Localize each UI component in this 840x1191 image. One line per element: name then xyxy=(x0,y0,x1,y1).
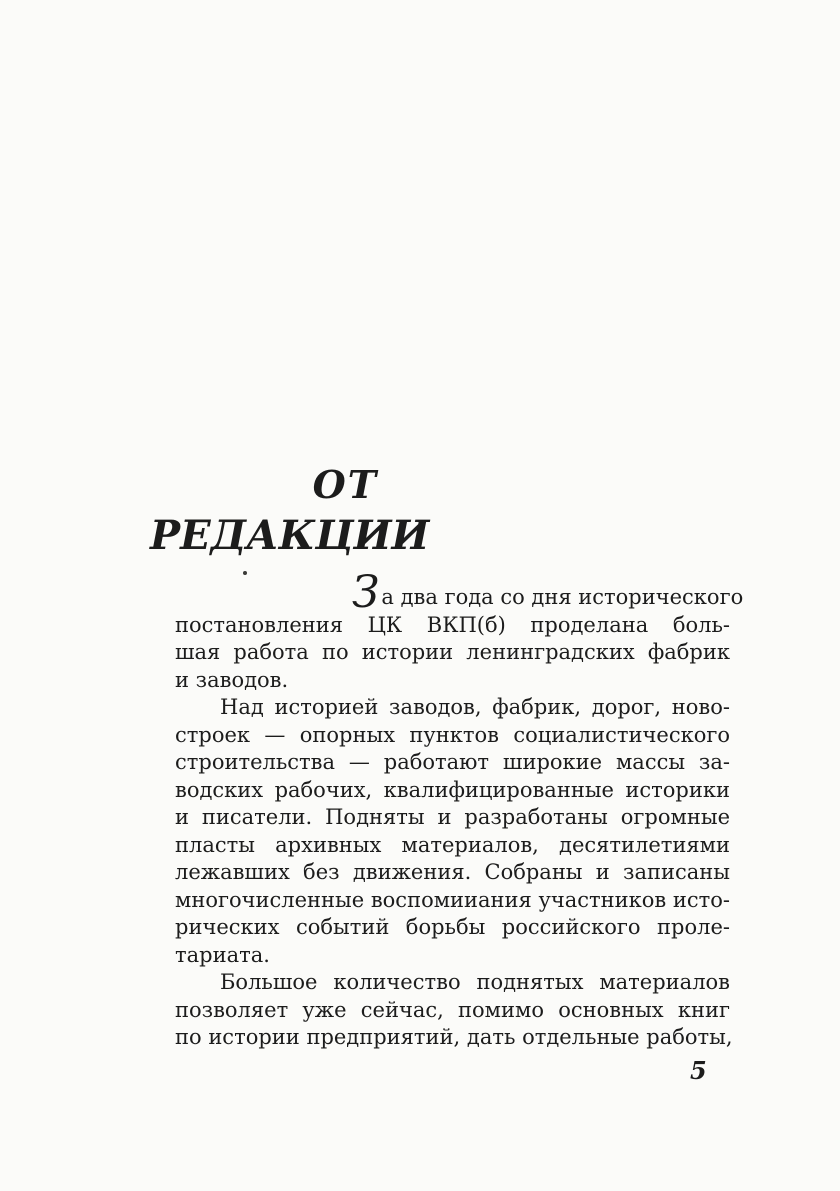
body-text xyxy=(175,567,744,1052)
text-line: За два года со дня исторического xyxy=(352,567,744,618)
text-line: позволяет уже сейчас, помимо основных книг xyxy=(175,997,730,1022)
text-line: Над историей заводов, фабрик, дорог, ново- xyxy=(220,695,730,719)
text-line: рических событий борьбы российского проле- xyxy=(175,915,730,939)
title-line-2: РЕДАКЦИИ xyxy=(150,512,430,559)
page-title xyxy=(150,462,430,559)
text-line: пласты архивных материалов, десятилетиями xyxy=(175,832,730,857)
text-line: строительства — работают широкие массы за- xyxy=(175,750,730,774)
text-line: тариата. xyxy=(175,942,270,967)
text-line: лежавших без движения. Собраны и записаны xyxy=(175,860,730,884)
scan-speck xyxy=(243,571,247,575)
text-line: многочисленные воспомииания участников исто- xyxy=(175,887,730,912)
text-line: и писатели. Подняты и разработаны огромные xyxy=(175,805,730,829)
text-line: Большое количество поднятых материалов xyxy=(220,970,730,994)
text-line: водских рабочих, квалифицированные историки xyxy=(175,777,730,802)
text-line: по истории предприятий, дать отдельные работы, xyxy=(175,1025,733,1049)
text-line: строек — опорных пунктов социалистического xyxy=(175,722,730,747)
text-line: шая работа по истории ленинградских фабрик xyxy=(175,640,730,664)
title-line-1: ОТ xyxy=(312,462,378,507)
dropcap-letter: З xyxy=(352,567,380,618)
text-line: и заводов. xyxy=(175,667,289,692)
text-line: постановления ЦК ВКП(б) проделана боль- xyxy=(175,612,730,637)
page-number: 5 xyxy=(690,1056,707,1085)
